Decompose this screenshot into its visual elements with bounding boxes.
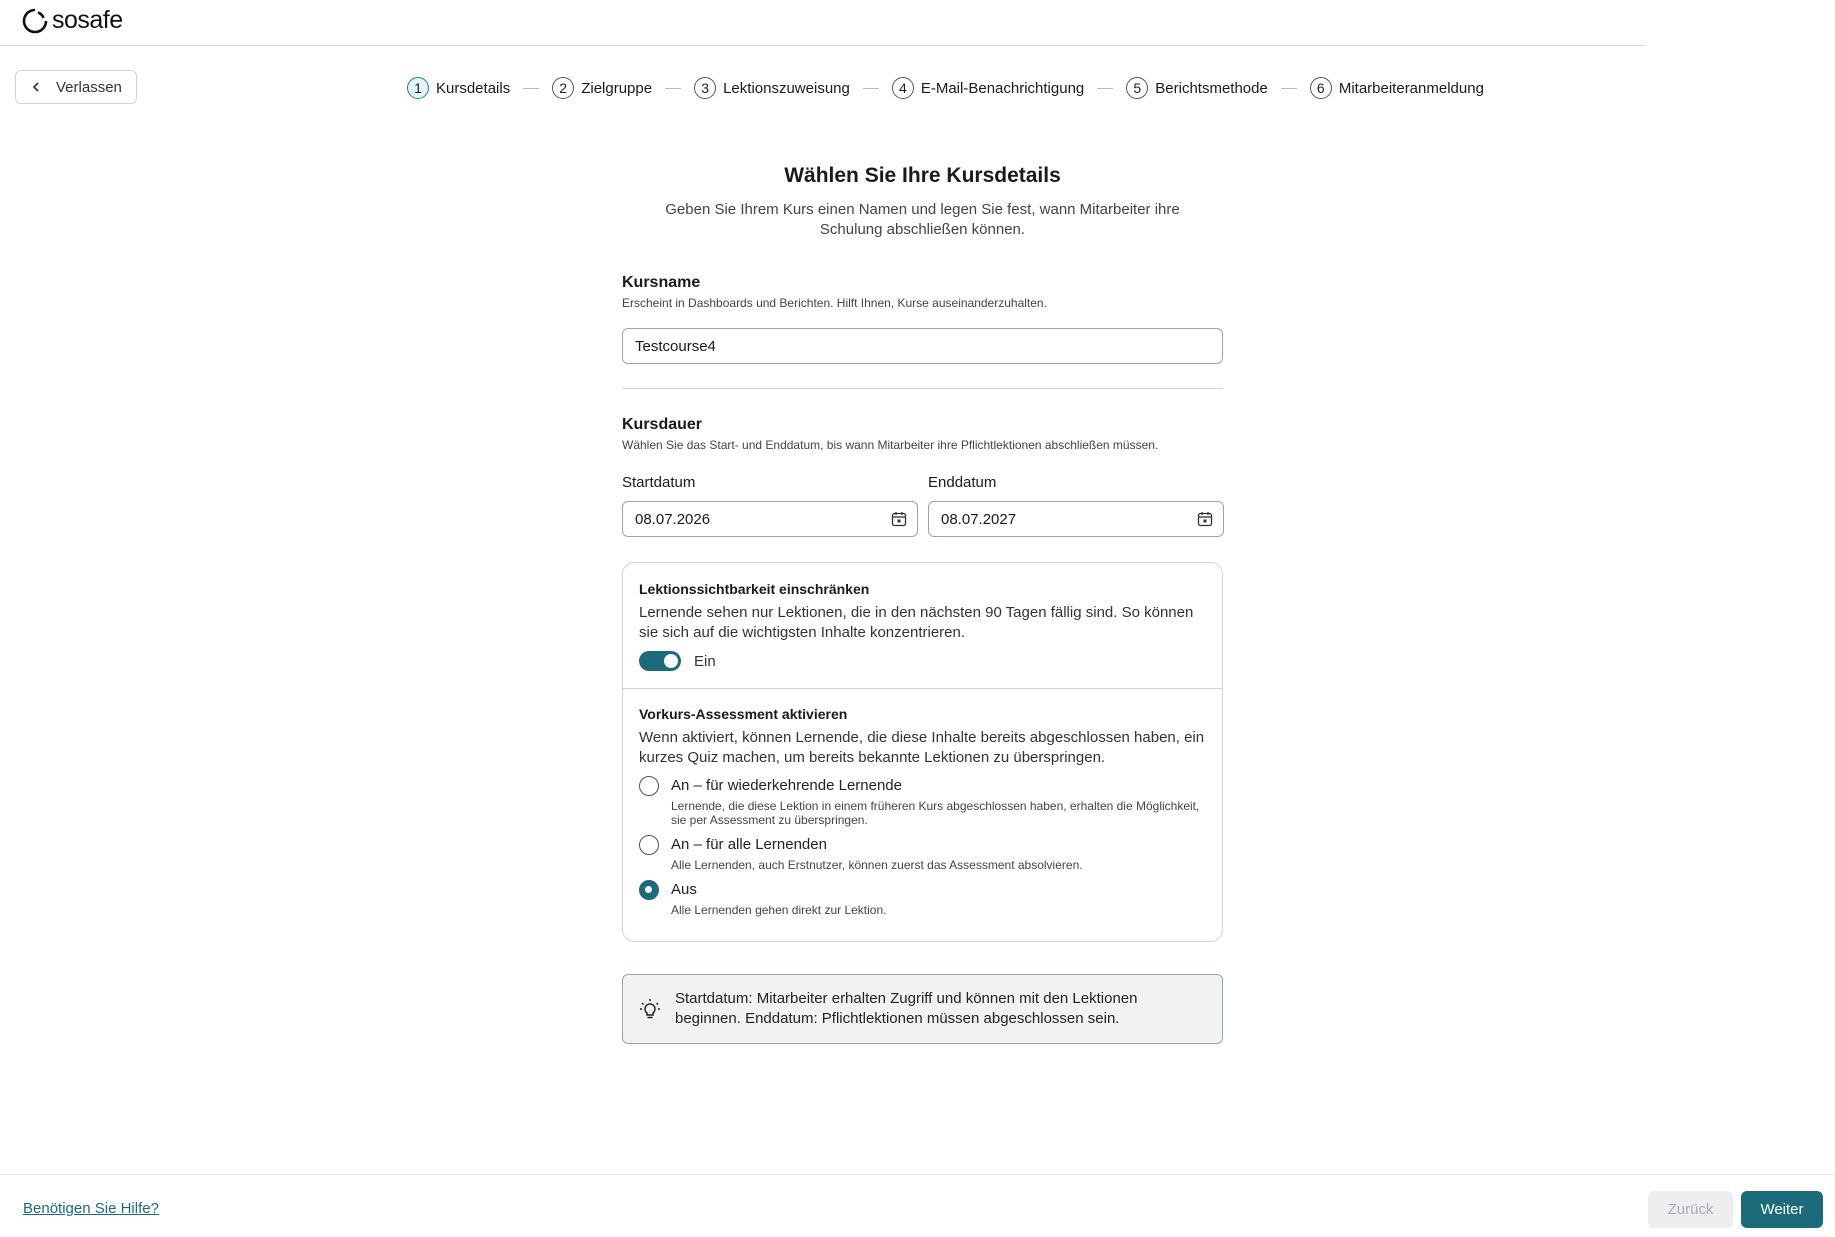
step-kursdetails[interactable] [407, 77, 510, 99]
next-button[interactable]: Weiter [1741, 1191, 1823, 1228]
assessment-section [639, 706, 1206, 917]
section-divider [622, 388, 1223, 389]
radio-button[interactable] [639, 776, 659, 796]
info-tip [622, 974, 1223, 1044]
step-berichtsmethode[interactable] [1126, 77, 1268, 99]
chevron-left-icon [30, 81, 42, 93]
top-bar [0, 0, 1646, 46]
end-date-label: Enddatum [928, 474, 997, 491]
step-number: 1 [407, 77, 429, 99]
radio-help: Alle Lernenden gehen direkt zur Lektion. [671, 903, 887, 917]
visibility-section [639, 581, 1206, 671]
course-name-help: Erscheint in Dashboards und Berichten. Hilft Ihnen, Kurse auseinanderzuhalten. [622, 296, 1047, 310]
step-number: 3 [694, 77, 716, 99]
calendar-icon[interactable] [891, 511, 907, 527]
main-content [622, 160, 1223, 1027]
step-number: 4 [892, 77, 914, 99]
assessment-text: Wenn aktiviert, können Lernende, die diese Inhalte bereits abgeschlossen haben, ein kurzes Quiz machen, um bereits bekannte Lektionen zu überspringen. [639, 729, 1205, 766]
assessment-title: Vorkurs-Assessment aktivieren [639, 706, 848, 722]
radio-label: Aus [671, 881, 697, 898]
step-separator [523, 88, 539, 89]
help-link[interactable]: Benötigen Sie Hilfe? [23, 1200, 159, 1217]
course-name-title: Kursname [622, 274, 701, 291]
radio-button-selected[interactable] [639, 880, 659, 900]
step-mitarbeiteranmeldung[interactable] [1310, 77, 1484, 99]
course-duration-section [622, 416, 1223, 452]
start-date-value: 08.07.2026 [635, 510, 711, 528]
step-separator [1281, 88, 1297, 89]
radio-help: Lernende, die diese Lektion in einem früheren Kurs abgeschlossen haben, erhalten die Möglichkeit, sie per Assessment zu überspringen. [671, 799, 1200, 827]
calendar-icon[interactable] [1197, 511, 1213, 527]
logo[interactable] [22, 6, 123, 35]
step-email-benachrichtigung[interactable] [892, 77, 1084, 99]
assessment-option-returning[interactable] [639, 776, 1206, 827]
page-title: Wählen Sie Ihre Kursdetails [784, 164, 1061, 187]
back-button[interactable]: Zurück [1648, 1191, 1733, 1228]
step-separator [1097, 88, 1113, 89]
step-label: Kursdetails [436, 79, 511, 97]
page-subtitle: Geben Sie Ihrem Kurs einen Namen und legen Sie fest, wann Mitarbeiter ihre Schulung abschließen können. [665, 201, 1180, 238]
settings-card [622, 562, 1223, 942]
visibility-text: Lernende sehen nur Lektionen, die in den nächsten 90 Tagen fällig sind. So können sie sich auf die wichtigsten Inhalte konzentrieren. [639, 604, 1194, 641]
step-label: Mitarbeiteranmeldung [1338, 79, 1484, 97]
leave-button[interactable] [15, 70, 137, 104]
course-duration-help: Wählen Sie das Start- und Enddatum, bis wann Mitarbeiter ihre Pflichtlektionen abschließen müssen. [622, 438, 1159, 452]
sosafe-logo-icon [22, 8, 48, 34]
step-label: Zielgruppe [581, 79, 653, 97]
step-separator [665, 88, 681, 89]
course-duration-title: Kursdauer [622, 416, 703, 433]
visibility-toggle[interactable] [639, 651, 681, 671]
lightbulb-icon [639, 998, 661, 1020]
end-date-input[interactable] [928, 501, 1224, 537]
radio-help: Alle Lernenden, auch Erstnutzer, können zuerst das Assessment absolvieren. [671, 858, 1083, 872]
radio-label: An – für wiederkehrende Lernende [671, 777, 902, 794]
visibility-toggle-label: Ein [694, 652, 716, 670]
step-label: E-Mail-Benachrichtigung [920, 79, 1085, 97]
step-number: 2 [552, 77, 574, 99]
assessment-option-off[interactable] [639, 880, 1206, 917]
step-lektionszuweisung[interactable] [694, 77, 850, 99]
step-number: 6 [1310, 77, 1332, 99]
course-name-input[interactable] [622, 328, 1223, 364]
course-name-section [622, 274, 1223, 310]
logo-text: sosafe [52, 6, 123, 34]
assessment-option-all[interactable] [639, 835, 1206, 872]
step-number: 5 [1126, 77, 1148, 99]
end-date-value: 08.07.2027 [941, 510, 1017, 528]
step-zielgruppe[interactable] [552, 77, 652, 99]
step-label: Berichtsmethode [1155, 79, 1268, 97]
leave-button-label: Verlassen [56, 78, 122, 96]
step-separator [863, 88, 879, 89]
radio-label: An – für alle Lernenden [671, 836, 827, 853]
card-divider [623, 688, 1222, 689]
stepper [407, 76, 1484, 100]
radio-button[interactable] [639, 835, 659, 855]
visibility-title: Lektionssichtbarkeit einschränken [639, 581, 870, 597]
visibility-toggle-row [639, 651, 1206, 671]
start-date-input[interactable] [622, 501, 918, 537]
footer [0, 1174, 1835, 1237]
step-label: Lektionszuweisung [723, 79, 850, 97]
tip-text: Startdatum: Mitarbeiter erhalten Zugriff und können mit den Lektionen beginnen. Enddatum: Pflichtlektionen müssen abgeschlossen sein. [675, 990, 1138, 1027]
start-date-label: Startdatum [622, 474, 696, 491]
